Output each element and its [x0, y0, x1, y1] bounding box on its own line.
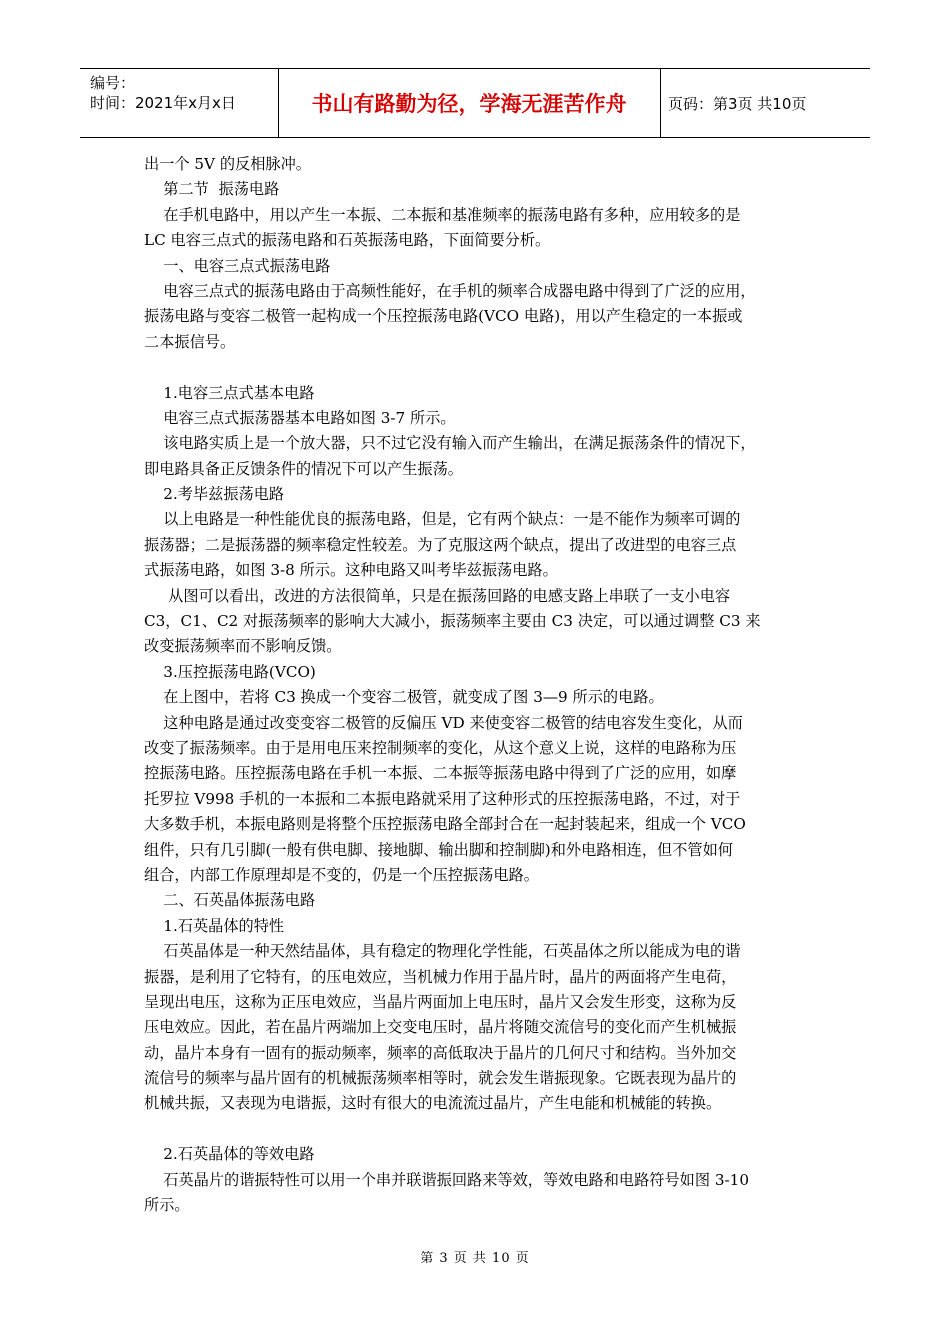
- text-line: 即电路具备正反馈条件的情况下可以产生振荡。: [144, 459, 463, 478]
- text-line: 3.压控振荡电路(VCO): [144, 662, 316, 681]
- text-line: 式振荡电路，如图 3-8 所示。这种电路又叫考毕兹振荡电路。: [144, 561, 558, 580]
- text-line: 这种电路是通过改变变容二极管的反偏压 VD 来使变容二极管的结电容发生变化，从而: [144, 713, 743, 732]
- text-line: 第二节 振荡电路: [144, 180, 280, 199]
- text-line: 振荡电路与变容二极管一起构成一个压控振荡电路(VCO 电路)，用以产生稳定的一本振或: [144, 307, 743, 326]
- blank-line: [144, 1117, 812, 1142]
- text-line: 托罗拉 V998 手机的一本振和二本振电路就采用了这种形式的压控振荡电路，不过，对于: [144, 789, 741, 808]
- text-line: 所示。: [144, 1196, 190, 1215]
- text-line: 在上图中，若将 C3 换成一个变容二极管，就变成了图 3—9 所示的电路。: [144, 688, 664, 707]
- number-label: 编号：: [90, 74, 136, 92]
- text-line: 机械共振，又表现为电谐振，这时有很大的电流流过晶片，产生电能和机械能的转换。: [144, 1094, 722, 1113]
- text-line: 1.石英晶体的特性: [144, 916, 285, 935]
- text-line: 呈现出电压，这称为正压电效应，当晶片两面加上电压时，晶片又会发生形变，这称为反: [144, 992, 737, 1011]
- text-line: 压电效应。因此，若在晶片两端加上交变电压时，晶片将随交流信号的变化而产生机械振: [144, 1018, 737, 1037]
- text-line: 2.石英晶体的等效电路: [144, 1145, 315, 1164]
- text-line: 大多数手机，本振电路则是将整个压控振荡电路全部封合在一起封装起来，组成一个 VCO: [144, 815, 746, 834]
- page-footer: 第 3 页 共 10 页: [420, 1251, 530, 1266]
- text-line: 1.电容三点式基本电路: [144, 383, 315, 402]
- text-line: 电容三点式振荡器基本电路如图 3-7 所示。: [144, 408, 456, 427]
- page-header: [80, 68, 870, 138]
- text-line: 一、电容三点式振荡电路: [144, 256, 331, 275]
- text-line: 动，晶片本身有一固有的振动频率，频率的高低取决于晶片的几何尺寸和结构。当外加交: [144, 1043, 737, 1062]
- text-line: LC 电容三点式的振荡电路和石英振荡电路，下面简要分析。: [144, 231, 551, 250]
- blank-line: [144, 355, 812, 380]
- text-line: 以上电路是一种性能优良的振荡电路，但是，它有两个缺点：一是不能作为频率可调的: [144, 510, 741, 529]
- text-line: 在手机电路中，用以产生一本振、二本振和基准频率的振荡电路有多种，应用较多的是: [144, 205, 741, 224]
- text-line: 组合，内部工作原理却是不变的，仍是一个压控振荡电路。: [144, 865, 539, 884]
- page-info: [660, 69, 870, 137]
- text-line: 出一个 5V 的反相脉冲。: [144, 155, 311, 173]
- text-line: 控振荡电路。压控振荡电路在手机一本振、二本振等振荡电路中得到了广泛的应用，如摩: [144, 764, 737, 783]
- text-line: 组件，只有几引脚(一般有供电脚、接地脚、输出脚和控制脚)和外电路相连，但不管如何: [144, 840, 733, 859]
- text-line: 改变振荡频率而不影响反馈。: [144, 637, 342, 656]
- text-line: 石英晶片的谐振特性可以用一个串并联谐振回路来等效，等效电路和电路符号如图 3-10: [144, 1170, 750, 1189]
- date-label: 时间：2021年x月x日: [90, 94, 236, 112]
- text-line: 石英晶体是一种天然结晶体，具有稳定的物理化学性能，石英晶体之所以能成为电的谐: [144, 942, 741, 961]
- page-info-text: 页码：第3页 共10页: [668, 94, 807, 113]
- text-line: 从图可以看出，改进的方法很简单，只是在振荡回路的电感支路上串联了一支小电容: [144, 586, 731, 605]
- text-line: 二、石英晶体振荡电路: [144, 891, 316, 910]
- text-line: 2.考毕兹振荡电路: [144, 485, 285, 504]
- text-line: 流信号的频率与晶片固有的机械振荡频率相等时，就会发生谐振现象。它既表现为晶片的: [144, 1069, 737, 1088]
- motto: 书山有路勤为径，学海无涯苦作舟: [278, 69, 661, 137]
- text-line: 改变了振荡频率。由于是用电压来控制频率的变化，从这个意义上说，这样的电路称为压: [144, 738, 737, 757]
- text-line: 振器，是利用了它特有，的压电效应，当机械力作用于晶片时，晶片的两面将产生电荷，: [144, 967, 737, 986]
- text-line: 二本振信号。: [144, 332, 236, 351]
- document-body: [144, 152, 812, 1218]
- text-line: C3，C1、C2 对振荡频率的影响大大减小，振荡频率主要由 C3 决定，可以通过调整 C3 来: [144, 612, 761, 631]
- text-line: 振荡器；二是振荡器的频率稳定性较差。为了克服这两个缺点，提出了改进型的电容三点: [144, 535, 737, 554]
- text-line: 电容三点式的振荡电路由于高频性能好，在手机的频率合成器电路中得到了广泛的应用，: [144, 281, 756, 300]
- text-line: 该电路实质上是一个放大器，只不过它没有输入而产生输出，在满足振荡条件的情况下，: [144, 434, 756, 453]
- header-meta: [80, 69, 279, 137]
